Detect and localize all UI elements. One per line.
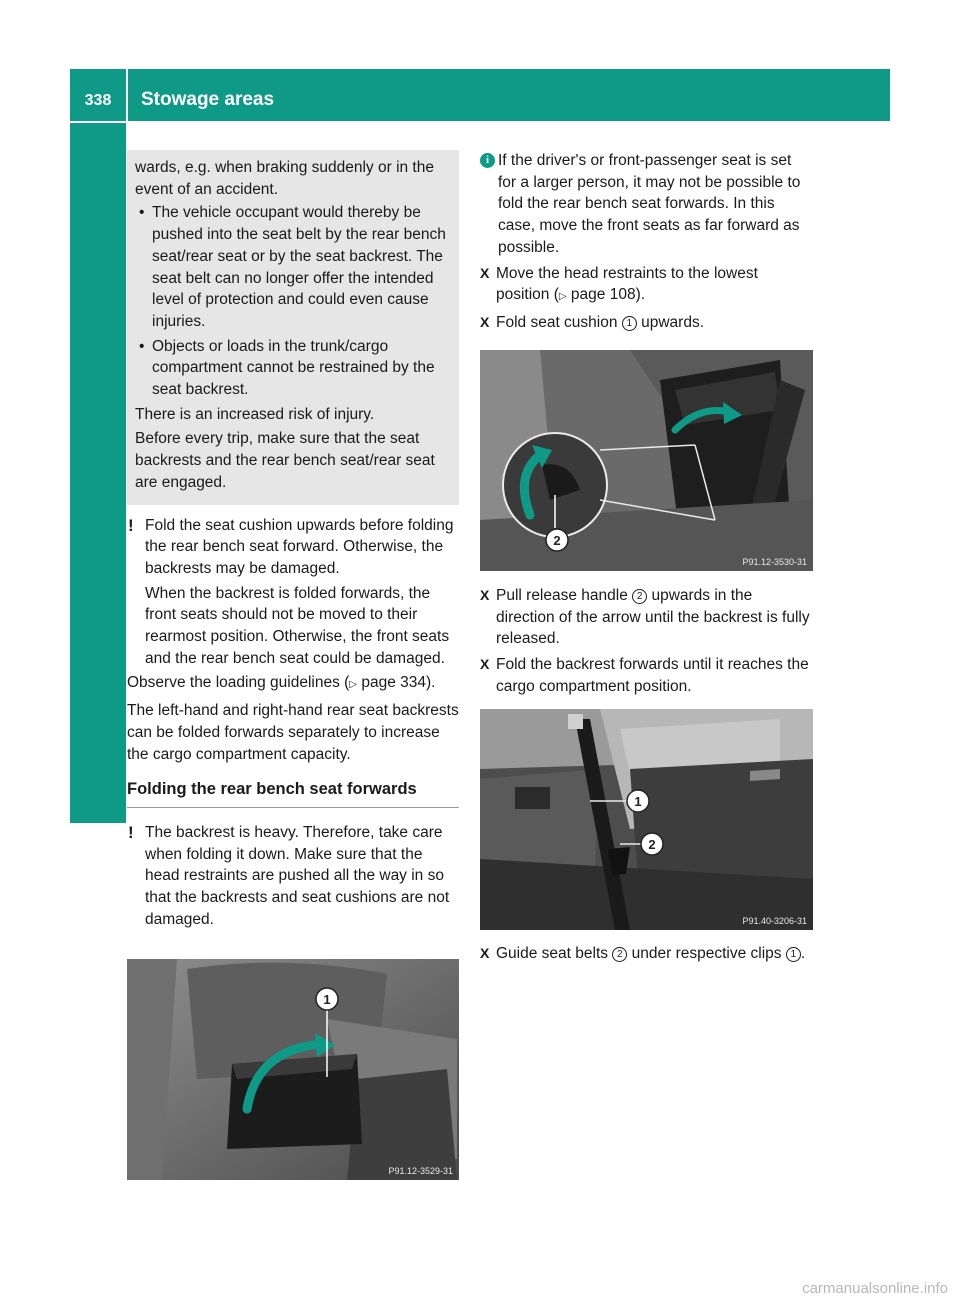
callout-number: 2 — [612, 947, 627, 962]
callout-number: 2 — [632, 589, 647, 604]
section-title: Stowage areas — [128, 69, 890, 121]
step-marker: X — [480, 945, 490, 961]
svg-text:2: 2 — [553, 533, 561, 548]
paragraph: The left-hand and right-hand rear seat backrests can be folded forwards separately to increase the cargo compartment capacity. — [127, 702, 459, 763]
right-column-lower — [480, 585, 813, 702]
warning-risk: There is an increased risk of injury. — [135, 405, 375, 423]
loading-guidelines: Observe the loading guidelines (▷ page 334). — [127, 674, 436, 692]
arrow-icon: ▷ — [558, 291, 567, 303]
right-column — [480, 150, 813, 338]
instruction-step: X Fold the backrest forwards until it reaches the cargo compartment position. — [480, 656, 809, 695]
step-marker: X — [480, 587, 490, 603]
step-marker: X — [480, 313, 490, 330]
caution-text: The backrest is heavy. Therefore, take care when folding it down. Make sure that the head restraints are pushed all the way in so that the backrests and seat cushions are not damaged. — [145, 823, 450, 928]
figure-code: P91.12-3529-31 — [388, 1166, 453, 1176]
svg-text:1: 1 — [323, 992, 331, 1007]
right-column-bottom — [480, 943, 813, 969]
svg-text:1: 1 — [634, 794, 642, 809]
caution-note — [127, 515, 459, 670]
warning-bullet: • Objects or loads in the trunk/cargo compartment cannot be restrained by the seat backrest. — [139, 337, 435, 399]
footer-watermark: carmanualsonline.info — [802, 1280, 948, 1297]
callout-number: 1 — [786, 947, 801, 962]
info-icon: i — [480, 153, 495, 168]
step-marker: X — [480, 264, 490, 281]
page-reference[interactable]: ▷ page 108 — [558, 286, 636, 304]
instruction-step: X Fold seat cushion 1 upwards. — [480, 312, 813, 334]
caution-icon: ! — [128, 515, 134, 535]
subheading: Folding the rear bench seat forwards — [127, 779, 459, 808]
figure-code: P91.40-3206-31 — [742, 916, 807, 926]
left-column — [127, 150, 459, 934]
bullet-mark: • — [139, 204, 145, 222]
instruction-step: X Pull release handle 2 upwards in the direction of the arrow until the backrest is fully released. — [480, 587, 810, 648]
warning-bullet: • The vehicle occupant would thereby be pushed into the seat belt by the rear bench seat/rear seat or by the seat backrest. The seat belt can no longer offer the intended level of protection and could even cause injuries. — [139, 204, 446, 330]
info-text: If the driver's or front-passenger seat is set for a larger person, it may not be possible to fold the rear bench seat forwards. In this case, move the front seats as far forward as possible. — [498, 152, 801, 256]
warning-text: wards, e.g. when braking suddenly or in the event of an accident. — [135, 159, 434, 198]
svg-text:2: 2 — [648, 837, 656, 852]
instruction-step: X Guide seat belts 2 under respective clips 1 . — [480, 943, 813, 965]
seat-cushion-figure — [127, 959, 459, 1180]
figure-code: P91.12-3530-31 — [742, 557, 807, 567]
caution-note — [127, 822, 459, 931]
callout-number: 1 — [622, 316, 637, 331]
page-number: 338 — [70, 69, 126, 121]
seat-belt-figure — [480, 709, 813, 930]
sidebar-label: Stowage and features — [86, 186, 109, 394]
caution-text: When the backrest is folded forwards, the front seats should not be moved to their rearmost position. Otherwise, the front seats and the rear bench seat could be damaged. — [145, 584, 450, 667]
caution-text: Fold the seat cushion upwards before folding the rear bench seat forward. Otherwise, the backrests may be damaged. — [145, 516, 454, 577]
instruction-step: X Move the head restraints to the lowest position (▷ page 108). — [480, 264, 758, 304]
caution-icon: ! — [128, 822, 134, 842]
step-marker: X — [480, 656, 490, 673]
bullet-mark: • — [139, 337, 145, 355]
release-handle-figure — [480, 350, 813, 571]
warning-advice: Before every trip, make sure that the seat backrests and the rear bench seat/rear seat are engaged. — [135, 430, 435, 491]
warning-box — [127, 150, 459, 505]
info-note — [480, 150, 813, 259]
page-header — [70, 69, 890, 121]
arrow-icon: ▷ — [349, 679, 358, 691]
page-reference[interactable]: ▷ page 334 — [349, 674, 426, 692]
